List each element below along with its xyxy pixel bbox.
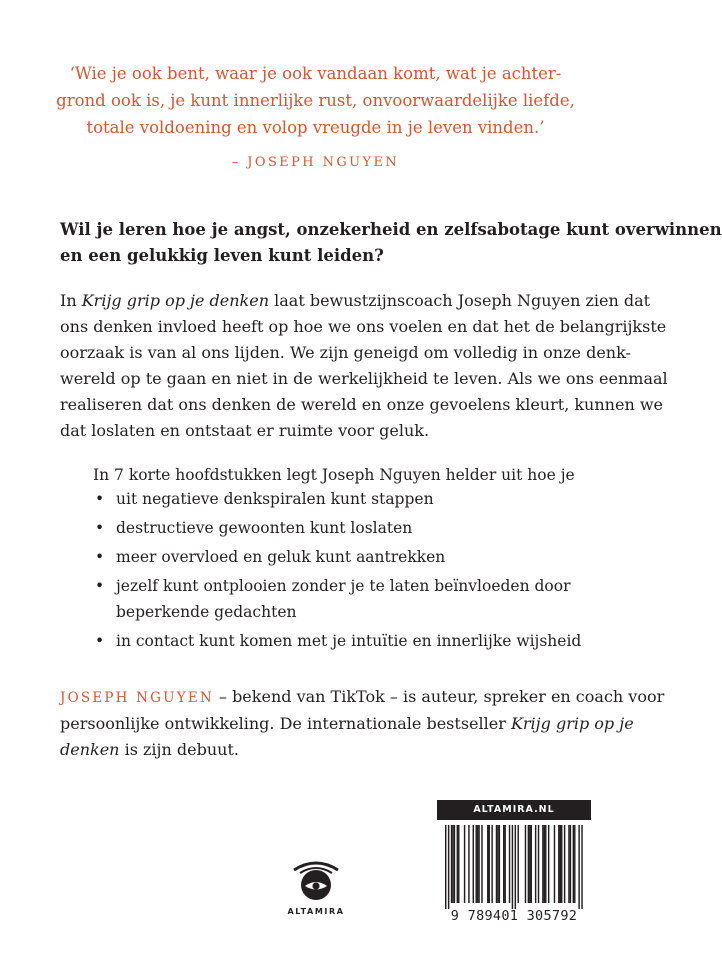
description-paragraph [60, 288, 668, 444]
description-line: oorzaak is van al ons lijden. We zijn geneigd om volledig in onze denk- [60, 343, 631, 362]
quote-block [40, 60, 591, 141]
barcode-bar [538, 825, 539, 903]
barcode-bar [496, 825, 497, 903]
barcode-bar [542, 825, 543, 903]
barcode-bar [503, 825, 504, 903]
bio-line [60, 684, 665, 711]
barcode-bar [497, 825, 498, 903]
bio-line [60, 711, 634, 737]
list-item-text: jezelf kunt ontplooien zonder je te laten beïnvloeden door [116, 577, 571, 595]
list-item [93, 628, 581, 654]
bio-line1-rest: – bekend van TikTok – is auteur, spreker en coach voor [213, 687, 665, 706]
barcode-bar [558, 825, 559, 903]
bio-line3-rest: is zijn debuut. [119, 740, 239, 759]
list-item [93, 573, 581, 625]
barcode-bar [512, 825, 513, 909]
list-item-text: in contact kunt komen met je intuïtie en innerlijke wijsheid [116, 632, 582, 650]
barcode-bar [581, 825, 582, 909]
barcode-bar [499, 825, 500, 903]
barcode-bar [445, 825, 446, 909]
quote-line: ‘Wie je ook bent, waar je ook vandaan komt, wat je achter- [69, 64, 562, 83]
barcode-bar [561, 825, 562, 903]
barcode-bar [457, 825, 458, 903]
publisher-name: ALTAMIRA [287, 907, 345, 916]
book-title: Krijg grip op je [510, 714, 634, 733]
barcode-bar [477, 825, 478, 903]
barcode-bar [475, 825, 476, 903]
list-item-text: destructieve gewoonten kunt loslaten [116, 519, 413, 537]
list-item [93, 486, 581, 512]
book-title: denken [60, 740, 120, 759]
bullet-icon: • [95, 632, 105, 650]
barcode-bar [452, 825, 453, 903]
description-line [60, 288, 651, 314]
barcode-bar [478, 825, 479, 903]
barcode-bar [464, 825, 465, 903]
barcode-bar [451, 825, 452, 903]
quote-author: – JOSEPH NGUYEN [231, 155, 400, 170]
barcode-bar [573, 825, 574, 903]
list-item-text: meer overvloed en geluk kunt aantrekken [116, 548, 446, 566]
barcode-bar [489, 825, 490, 903]
barcode-bar [454, 825, 455, 903]
description-prefix: In [60, 291, 82, 310]
barcode-bar [570, 825, 571, 903]
author-name: JOSEPH NGUYEN [60, 690, 214, 706]
lead-line: en een gelukkig leven kunt leiden? [60, 246, 384, 265]
barcode-bar [509, 825, 510, 903]
barcode-bar [545, 825, 546, 903]
quote-line: grond ook is, je kunt innerlijke rust, onvoorwaardelijke liefde, [56, 91, 575, 110]
barcode-bar [518, 825, 519, 903]
bio-line [60, 737, 600, 763]
bio-line2-text: persoonlijke ontwikkeling. De internationale bestseller [60, 714, 511, 733]
lead-line: Wil je leren hoe je angst, onzekerheid en zelfsabotage kunt overwinnen [60, 220, 722, 239]
list-item-text: uit negatieve denkspiralen kunt stappen [116, 490, 434, 508]
barcode-bars [437, 823, 591, 909]
barcode-bar [448, 825, 449, 909]
bullet-icon: • [95, 490, 105, 508]
isbn-number: 9 789401 305792 [450, 908, 578, 924]
barcode-bar [544, 825, 545, 903]
barcode-bar [525, 825, 526, 903]
barcode-bar [491, 825, 492, 903]
bullet-icon: • [95, 577, 105, 595]
barcode-bar [481, 825, 482, 903]
publisher-website: ALTAMIRA.NL [437, 800, 591, 820]
lead-question [60, 217, 722, 269]
bullet-icon: • [95, 548, 105, 566]
description-line: wereld op te gaan en niet in de werkelijkheid te leven. Als we ons eenmaal [60, 369, 668, 388]
barcode-bar [515, 825, 516, 909]
barcode-bar [468, 825, 469, 903]
description-line: ons denken invloed heeft op hoe we ons voelen en dat het de belangrijkste [60, 317, 667, 336]
barcode-bar [548, 825, 549, 903]
barcode-bar [564, 825, 565, 903]
barcode-bar [574, 825, 575, 903]
book-title: Krijg grip op je denken [81, 291, 270, 310]
bullet-icon: • [95, 519, 105, 537]
list-item-text: beperkende gedachten [116, 603, 297, 621]
eye-in-circle-icon [288, 857, 344, 903]
list-item [93, 515, 581, 541]
barcode-bar [531, 825, 532, 903]
barcode-bar [529, 825, 530, 903]
barcode-bar [535, 825, 536, 903]
barcode-bar [560, 825, 561, 903]
barcode-bar [473, 825, 474, 903]
barcode-bar [528, 825, 529, 903]
barcode-bar [568, 825, 569, 903]
list-intro: In 7 korte hoofdstukken legt Joseph Nguyen helder uit hoe je [93, 466, 575, 484]
description-line: realiseren dat ons denken de wereld en onze gevoelens kleurt, kunnen we [60, 395, 663, 414]
author-bio [60, 684, 665, 763]
description-line: dat loslaten en ontstaat er ruimte voor geluk. [60, 421, 430, 440]
quote-line: totale voldoening en volop vreugde in je leven vinden.’ [86, 118, 545, 137]
description-line1-rest: laat bewustzijnscoach Joseph Nguyen zien dat [269, 291, 651, 310]
barcode-bar [504, 825, 505, 903]
barcode-bar [458, 825, 459, 903]
barcode-bar [554, 825, 555, 903]
barcode-bar [487, 825, 488, 903]
bullet-list [93, 486, 581, 657]
publisher-logo [288, 857, 344, 903]
barcode-bar [578, 825, 579, 909]
list-item [93, 544, 581, 570]
